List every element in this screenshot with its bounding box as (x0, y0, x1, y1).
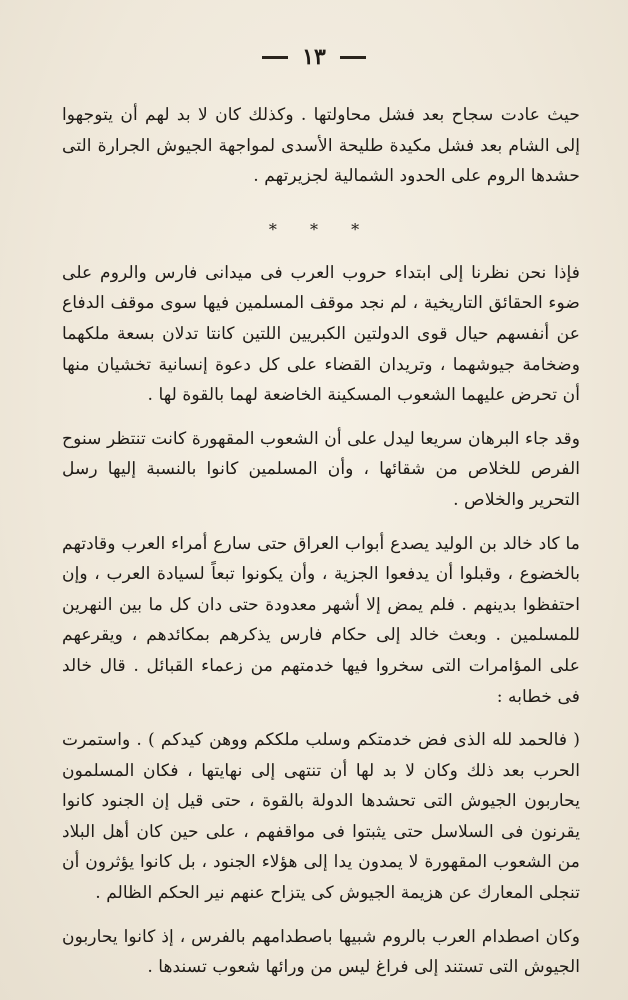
page-body (62, 100, 580, 980)
header-dash-left (262, 56, 288, 59)
paragraph-5: ( فالحمد لله الذى فض خدمتكم وسلب ملككم ووهن كيدكم ) . واستمرت الحرب بعد ذلك وكان لا بد لها أن تنتهى إلى نهايتها ، فكان المسلمون يحاربون الجيوش التى تحشدها الدولة بالقوة ، حتى قيل إن الجنود كانوا يقرنون فى السلاسل حتى يثبتوا فى مواقفهم ، على حين كان أهل البلاد من الشعوب المقهورة لا يمدون يدا إلى هؤلاء الجنود ، بل كانوا يؤثرون أن تنجلى المعارك عن هزيمة الجيوش كى يتزاح عنهم نير الحكم الظالم . (62, 730, 580, 904)
paragraph-3: وقد جاء البرهان سريعا ليدل على أن الشعوب المقهورة كانت تنتظر سنوح الفرص للخلاص من شقائها ، وأن المسلمين كانوا بالنسبة إليها رسل التحرير والخلاص . (62, 428, 580, 510)
header-dash-right (340, 56, 366, 59)
paragraph-6: وكان اصطدام العرب بالروم شبيها باصطدامهم بالفرس ، إذ كانوا يحاربون الجيوش التى تستند إلى فراغ ليس من ورائها شعوب تسندها . (62, 926, 580, 978)
paragraph-2: فإذا نحن نظرنا إلى ابتداء حروب العرب فى ميدانى فارس والروم على ضوء الحقائق التاريخية ، لم نجد موقف المسلمين فيها سوى موقف الدفاع عن أنفسهم حيال قوى الدولتين الكبريين اللتين كانتا تدلان بسعة ملكهما وضخامة جيوشهما ، وتريدان القضاء على كل دعوة إنسانية تخشيان منها أن تحرض عليهما الشعوب المسكينة الخاضعة لهما بالقوة لها . (62, 262, 580, 406)
page-header (0, 40, 628, 74)
section-separator: * * * (268, 219, 374, 239)
paragraph-4: ما كاد خالد بن الوليد يصدع أبواب العراق حتى سارع أمراء العرب وقادتهم بالخضوع ، وقبلوا أن يدفعوا الجزية ، وأن يكونوا تبعاً لسيادة العرب ، وإن احتفظوا بدينهم . فلم يمض إلا أشهر معدودة حتى دان كل ما بين النهرين للمسلمين . وبعث خالد إلى حكام فارس يذكرهم بمكائدهم ، ويقرعهم على المؤامرات التى سخروا فيها خدمتهم من زعماء القبائل . قال خالد فى خطابه : (62, 533, 580, 707)
page-number: ١٣ (302, 44, 326, 70)
paragraph-1: حيث عادت سجاح بعد فشل محاولتها . وكذلك كان لا بد لهم أن يتوجهوا إلى الشام بعد فشل مكيدة طليحة الأسدى لمواجهة الجيوش الجرارة التى حشدها الروم على الحدود الشمالية لجزيرتهم . (62, 105, 580, 187)
